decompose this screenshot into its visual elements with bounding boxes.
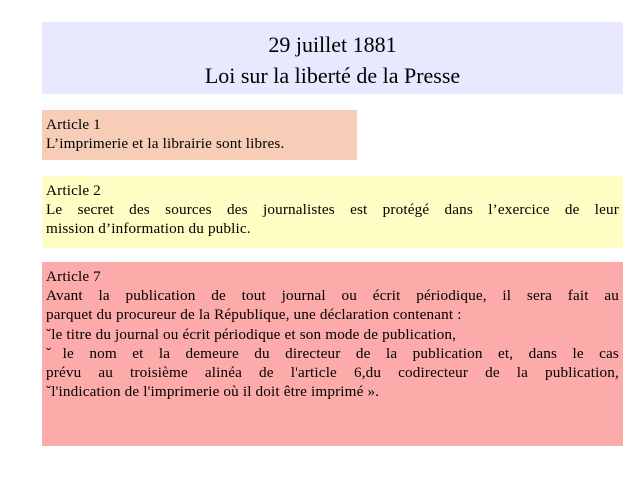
article-7-item-title: ˇle titre du journal ou écrit périodique et son mode de publication, bbox=[46, 325, 457, 343]
article-2-box bbox=[42, 176, 623, 248]
slide-title-law: Loi sur la liberté de la Presse bbox=[204, 63, 461, 88]
article-2-heading: Article 2 bbox=[46, 182, 101, 199]
article-2-text-line-1: Le secret des sources des journalistes est protégé dans l’exercice de leur bbox=[46, 201, 619, 219]
article-2-text-line-2: mission d’information du public. bbox=[46, 220, 251, 238]
slide-title-date: 29 juillet 1881 bbox=[268, 32, 397, 57]
article-1-text: L’imprimerie et la librairie sont libres. bbox=[46, 135, 285, 153]
article-1-box bbox=[42, 110, 357, 160]
article-7-box bbox=[42, 262, 623, 446]
article-7-heading: Article 7 bbox=[46, 268, 101, 285]
slide-title-box bbox=[42, 22, 623, 94]
article-7-item-director: ˇle nom et la demeure du directeur de la publication et, dans le cas bbox=[46, 344, 619, 362]
article-7-item-director-cont: prévu au troisième alinéa de l'article 6,du codirecteur de la publication, bbox=[46, 364, 619, 382]
article-7-text-line-1: Avant la publication de tout journal ou écrit périodique, il sera fait au bbox=[46, 287, 619, 305]
article-7-item-printer: ˇl'indication de l'imprimerie où il doit être imprimé ». bbox=[46, 383, 380, 401]
article-7-text-line-2: parquet du procureur de la République, une déclaration contenant : bbox=[46, 306, 462, 324]
article-1-heading: Article 1 bbox=[46, 116, 101, 133]
